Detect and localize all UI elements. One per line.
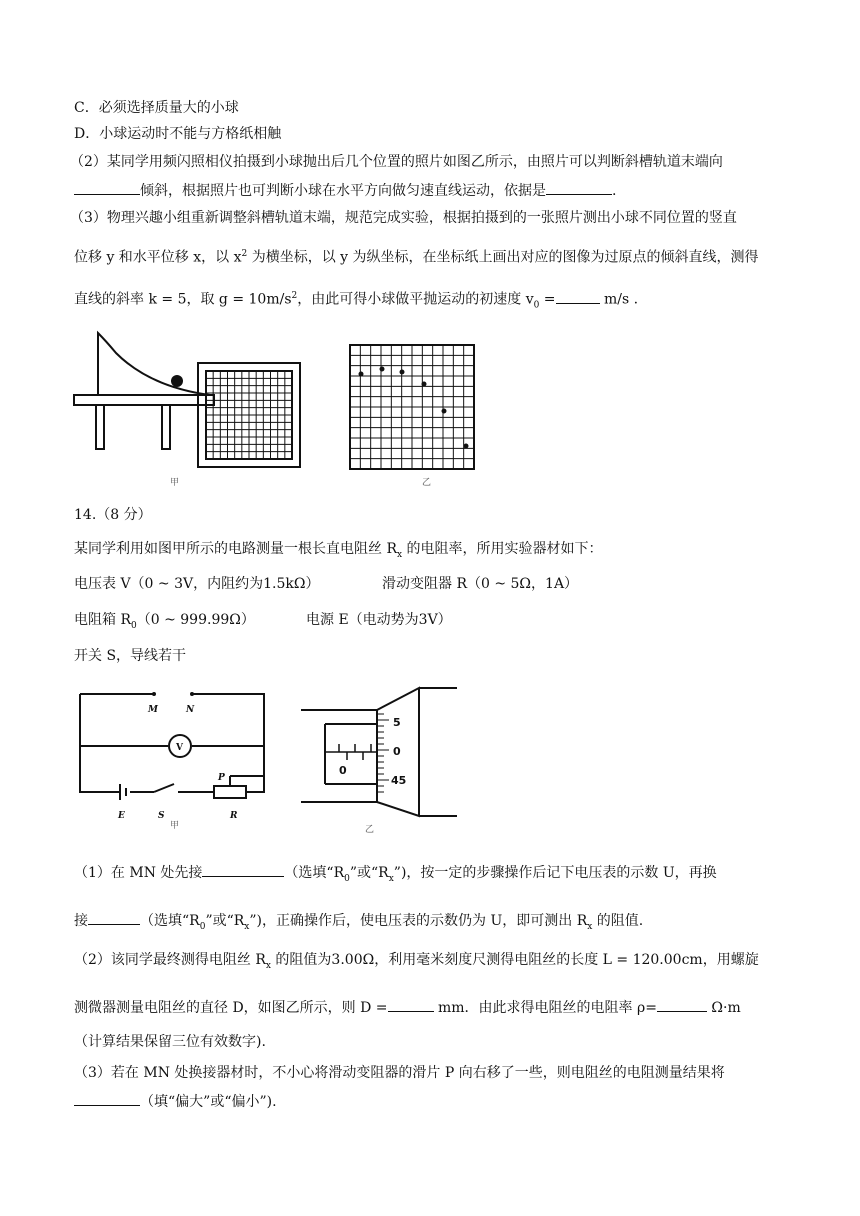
- answer-blank[interactable]: [202, 862, 284, 877]
- q13-part3-line1: （3）物理兴趣小组重新调整斜槽轨道末端，规范完成实验，根据拍摄到的一张照片测出小球不同位置的竖直: [70, 210, 737, 226]
- ball-position: [359, 372, 364, 377]
- answer-blank[interactable]: [657, 997, 707, 1012]
- svg-text:乙: 乙: [365, 825, 375, 835]
- figure-apparatus: [70, 325, 310, 490]
- svg-text:N: N: [186, 705, 195, 715]
- figure-label: 乙: [422, 478, 432, 488]
- answer-blank[interactable]: [74, 180, 140, 195]
- q14-part3-line1: （3）若在 MN 处换接器材时，不小心将滑动变阻器的滑片 P 向右移了一些，则电阻丝的电阻测量结果将: [74, 1065, 725, 1081]
- answer-blank[interactable]: [546, 180, 612, 195]
- q14-part2-note: （计算结果保留三位有效数字).: [74, 1034, 266, 1050]
- ball-position: [422, 382, 427, 387]
- material-switch: 开关 S，导线若干: [74, 648, 187, 664]
- figure-label: 甲: [170, 478, 180, 488]
- ball-position: [464, 444, 469, 449]
- q14-title: 14.（8 分）: [74, 507, 152, 523]
- material-source: 电源 E（电动势为3V）: [306, 612, 452, 628]
- answer-blank[interactable]: [88, 910, 140, 925]
- q13-part2-line1: （2）某同学用频闪照相仪拍摄到小球抛出后几个位置的照片如图乙所示，由照片可以判断斜槽轨道末端向: [70, 154, 723, 170]
- svg-text:45: 45: [391, 774, 407, 787]
- svg-text:V: V: [176, 743, 183, 753]
- answer-blank[interactable]: [388, 997, 434, 1012]
- ball-position: [400, 370, 405, 375]
- svg-text:0: 0: [339, 764, 347, 777]
- svg-text:P: P: [218, 773, 225, 783]
- answer-blank[interactable]: [74, 1091, 140, 1106]
- q14-part1-line2: 接 （选填“$R_0$”或“$R_x$”)，正确操作后，使电压表的示数仍为 U，即可测出 $R_x$ 的阻值.: [74, 910, 643, 937]
- svg-text:R: R: [230, 811, 238, 821]
- q14-part3-line2: （填“偏大”或“偏小”).: [74, 1091, 277, 1112]
- q14-part1-line1: （1）在 MN 处先接 （选填“$R_0$”或“$R_x$”)，按一定的步骤操作后记下电压表的示数 U，再换: [74, 862, 717, 889]
- ball-position: [380, 367, 385, 372]
- svg-text:S: S: [158, 811, 165, 821]
- q14-part2-line2: 测微器测量电阻丝的直径 D，如图乙所示，则 D = mm．由此求得电阻丝的电阻率 ρ= Ω·m: [74, 997, 741, 1018]
- q13-part2-line2: 倾斜，根据照片也可判断小球在水平方向做匀速直线运动，依据是 .: [74, 180, 616, 201]
- ball-icon: [171, 375, 183, 387]
- ball-position: [442, 409, 447, 414]
- material-resistance-box: 电阻箱 $R_0(0$ ~ 999.99Ω）: [74, 612, 255, 631]
- material-voltmeter: 电压表 V（0 ~ 3V，内阻约为1.5kΩ）: [74, 576, 320, 592]
- q13-part3-line2: 位移 y 和水平位移 x，以 $x^2$ 为横坐标，以 y 为纵坐标，在坐标纸上画出对应的图像为过原点的倾斜直线，测得: [74, 249, 759, 266]
- answer-blank[interactable]: [556, 289, 600, 304]
- q13-part3-line3: 直线的斜率 k = 5，取 $g = 10m/s^2$，由此可得小球做平抛运动的初速度 $v_0 = m/s$ .: [74, 286, 638, 315]
- figure-strobe-grid: [348, 343, 478, 488]
- svg-text:甲: 甲: [170, 821, 180, 830]
- option-c: C．必须选择质量大的小球: [74, 100, 239, 116]
- svg-text:M: M: [148, 705, 158, 715]
- svg-text:5: 5: [393, 716, 401, 729]
- svg-text:0: 0: [393, 745, 401, 758]
- figure-micrometer: [295, 686, 465, 836]
- svg-text:E: E: [118, 811, 125, 821]
- material-rheostat: 滑动变阻器 R（0 ~ 5Ω，1A）: [382, 576, 579, 592]
- q14-intro: 某同学利用如图甲所示的电路测量一根长直电阻丝 $R_x$ 的电阻率，所用实验器材如下：: [74, 541, 603, 560]
- q14-part2-line1: （2）该同学最终测得电阻丝 $R_x$ 的阻值为3.00Ω，利用毫米刻度尺测得电阻丝的长度 L = 120.00cm，用螺旋: [74, 952, 759, 971]
- figure-circuit: [74, 680, 274, 830]
- option-d: D．小球运动时不能与方格纸相触: [74, 126, 282, 142]
